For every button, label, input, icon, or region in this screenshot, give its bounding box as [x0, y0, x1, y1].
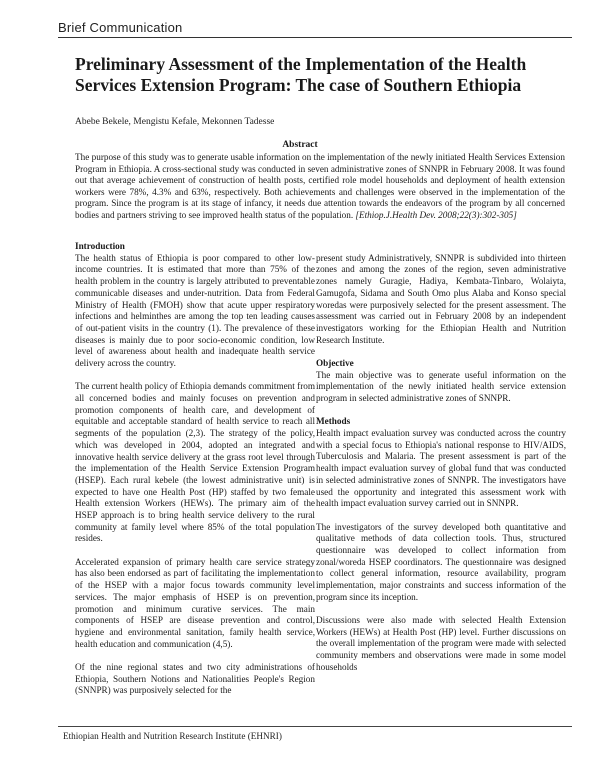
methods-paragraph-1: Health impact evaluation survey was conducted across the country with a special focus to Ethiopia's national response to HIV/AIDS, Tuberculosis and Malaria. The present assessment is part of the health impact evaluation survey of global fund that was conducted in selected administrative zones of SNNPR. The investigators have used the opportunity and integrated this assessment work with health impact evaluation survey carried out in SNNPR.	[316, 428, 566, 509]
section-label: Brief Communication	[58, 20, 183, 35]
right-paragraph-1: present study Administratively, SNNPR is subdivided into thirteen zones and among the zones of the region, seven administrative zones namely Guragie, Hadiya, Kembata-Tinbaro, Wolaiyta, Gamugofa, Sidama and South Omo plus Alaba and Konso special woredas were purposively selected for the present assessment. The assessment was carried out in February 2008 by an independent investigators working for the Ethiopian Health and Nutrition Research Institute.	[316, 252, 566, 345]
header-rule	[58, 37, 572, 38]
abstract-text: The purpose of this study was to generate usable information on the implementation of the newly initiated Health Services Extension Program in Ethiopia. A cross-sectional study was conducted in seven administrative zones of SNNPR in February 2008. It was found out that average achievement of construction of health posts, certified role model households and deployment of health extension workers were 78%, 4.3% and 63%, respectively. Both achievements and challenges were observed in the implementation of the program. Since the program is at its stage of infancy, it needs due attention towards the endeavors of the program by all concerned bodies and partners striving to see improved health status of the population.	[75, 152, 565, 220]
intro-paragraph-3: Accelerated expansion of primary health care service strategy has also been endorsed as part of facilitating the implementation of the HSEP with a major focus towards community level services. The major emphasis of HSEP is on prevention, promotion and minimum curative services. The main components of HSEP are disease prevention and control, hygiene and environmental sanitation, family health service, health education and communication (4,5).	[75, 556, 315, 649]
article-authors: Abebe Bekele, Mengistu Kefale, Mekonnen Tadesse	[75, 117, 275, 127]
methods-paragraph-3: Discussions were also made with selected Health Extension Workers (HEWs) at Health Post (HP) level. Further discussions on the overall implementation of the program were made with selected community members and observations were made in some model households	[316, 615, 566, 672]
intro-paragraph-1: The health status of Ethiopia is poor compared to other low-income countries. It is estimated that more than 75% of the health problem in the country is largely attributed to preventable communicable diseases and under-nutrition. Data from Federal Ministry of Health (FMOH) show that acute upper respiratory infections and helminthes are among the top ten leading causes of out-patient visits in the country (1). The prevalence of these diseases is mainly due to poor socio-economic condition, low level of awareness about health and inadequate health service delivery across the country.	[75, 252, 315, 369]
intro-paragraph-2: The current health policy of Ethiopia demands commitment from all concerned bodies and mainly focuses on prevention and promotion components of health care, and development of equitable and acceptable standard of health service to reach all segments of the population (2,3). The strategy of the policy, which was developed in 2004, adopted an integrated and innovative health service delivery at the grass root level through the implementation of the Health Service Extension Program (HSEP). Each rural kebele (the lowest administrative unit) is expected to have one Health Post (HP) staffed by two female Health extension Workers (HEWs). The primary aim of the HSEP approach is to bring health service delivery to the rural community at family level where 85% of the total population resides.	[75, 381, 315, 544]
abstract-citation: [Ethiop.J.Health Dev. 2008;22(3):302-305]	[355, 209, 517, 220]
objective-heading: Objective	[316, 357, 354, 368]
methods-heading: Methods	[316, 416, 351, 427]
left-column	[75, 241, 315, 697]
methods-paragraph-2: The investigators of the survey developed both quantitative and qualitative methods of data collection tools. Thus, structured questionnaire was developed to collect information from zonal/woreda HSEP coordinators. The questionnaire was designed to collect general information, resource availability, program implementation, major constraints and success information of the program since its inception.	[316, 521, 566, 602]
abstract-heading: Abstract	[282, 140, 318, 150]
article-title: Preliminary Assessment of the Implementation of the Health Services Extension Program: The case of Southern Ethiopia	[75, 54, 527, 95]
right-column	[316, 241, 566, 674]
footer-text: Ethiopian Health and Nutrition Research Institute (EHNRI)	[63, 731, 282, 741]
intro-paragraph-4: Of the nine regional states and two city administrations of Ethiopia, Southern Notions and Nationalities People's Region (SNNPR) was purposively selected for the	[75, 661, 315, 696]
intro-heading: Introduction	[75, 241, 125, 251]
objective-paragraph: The main objective was to generate useful information on the implementation of the newly initiated health service extension program in selected administrative zones of SNNPR.	[316, 369, 566, 404]
abstract-body	[75, 152, 565, 222]
footer-rule	[58, 726, 572, 727]
